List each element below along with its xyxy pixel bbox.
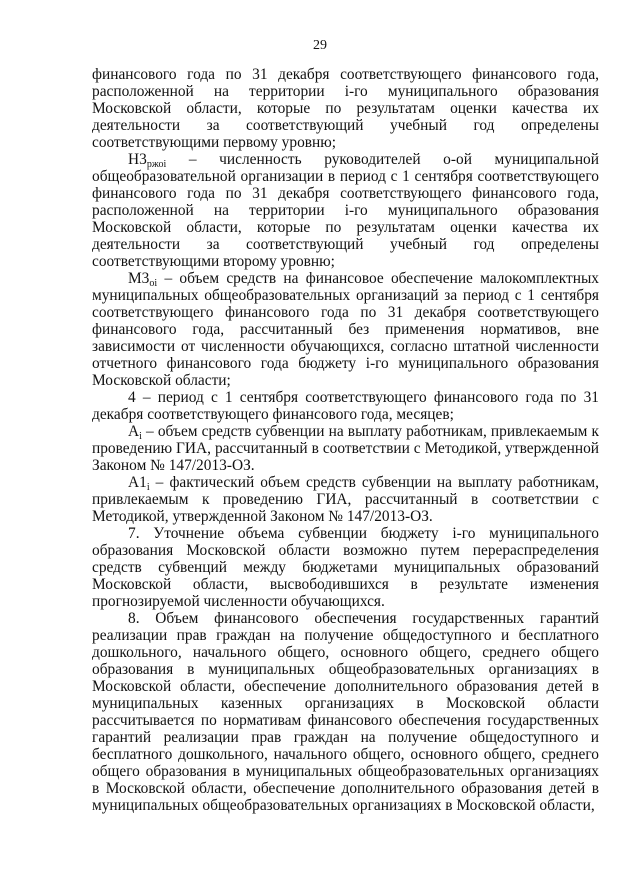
variable-subscript: оi [149,278,158,289]
paragraph-definition-period [92,389,599,423]
paragraph-text: – численность руководителей о-ой муниципальной общеобразовательной организации в период с 1 сентября соответствующего финансового года по 31 декабря соответствующего финансового года, расположенной на территории i-го муниципального образования Московской области, которые по результатам оценки качества их деятельности за соответствующий учебный год определены соответствующими второму уровню; [92,151,599,270]
paragraph-definition-a1 [92,474,599,525]
variable-subscript: i [139,431,142,442]
paragraph-item-8 [92,610,599,814]
variable-symbol: А1 [128,474,147,491]
paragraph-definition-a [92,423,599,474]
paragraph-text: – объем средств на финансовое обеспечение малокомплектных муниципальных общеобразовательных организаций за период с 1 сентября соответствующего финансового года по 31 декабря соответствующего финансового года, рассчитанный без применения нормативов, вне зависимости от численности обучающихся, согласно штатной численности отчетного финансового года бюджету i-го муниципального образования Московской области; [92,270,599,389]
paragraph-text: – фактический объем средств субвенции на выплату работникам, привлекаемым к проведению ГИА, рассчитанный в соответствии с Методикой, утвержденной Законом № 147/2013-ОЗ. [92,474,599,525]
paragraph-definition-mz [92,270,599,389]
variable-symbol: Н3 [128,151,147,168]
variable-subscript: i [146,482,150,493]
variable-symbol: М3 [128,270,150,287]
paragraph-item-7 [92,525,599,610]
paragraph [92,66,599,151]
paragraph-text: – объем средств субвенции на выплату работникам, привлекаемым к проведению ГИА, рассчитанный в соответствии с Методикой, утвержденной Законом № 147/2013-ОЗ. [92,423,599,474]
paragraph-definition-nz [92,151,599,270]
variable-subscript: ржоi [146,159,167,170]
paragraph-text: финансового года по 31 декабря соответствующего финансового года, расположенной на территории i-го муниципального образования Московской области, которые по результатам оценки качества их деятельности за соответствующий учебный год определены соответствующими первому уровню; [92,66,599,151]
page-number: 29 [313,38,327,53]
variable-symbol: А [128,423,140,440]
document-body [92,66,599,814]
paragraph-text: 4 – период с 1 сентября соответствующего финансового года по 31 декабря соответствующего финансового года, месяцев; [92,389,599,423]
paragraph-text: 8. Объем финансового обеспечения государственных гарантий реализации прав граждан на получение общедоступного и бесплатного дошкольного, начального общего, основного общего, среднего общего образования в муниципальных общеобразовательных организациях в Московской области, обеспечение дополнительного образования детей в муниципальных казенных организациях в Московской области рассчитывается по нормативам финансового обеспечения государственных гарантий реализации прав граждан на получение общедоступного и бесплатного дошкольного, начального общего, основного общего, среднего общего образования в муниципальных общеобразовательных организациях в Московской области, обеспечение дополнительного образования детей в муниципальных общеобразовательных организациях в Московской области, [92,610,599,814]
paragraph-text: 7. Уточнение объема субвенции бюджету i-го муниципального образования Московской области возможно путем перераспределения средств субвенций между бюджетами муниципальных образований Московской области, высвободившихся в результате изменения прогнозируемой численности обучающихся. [92,525,599,610]
